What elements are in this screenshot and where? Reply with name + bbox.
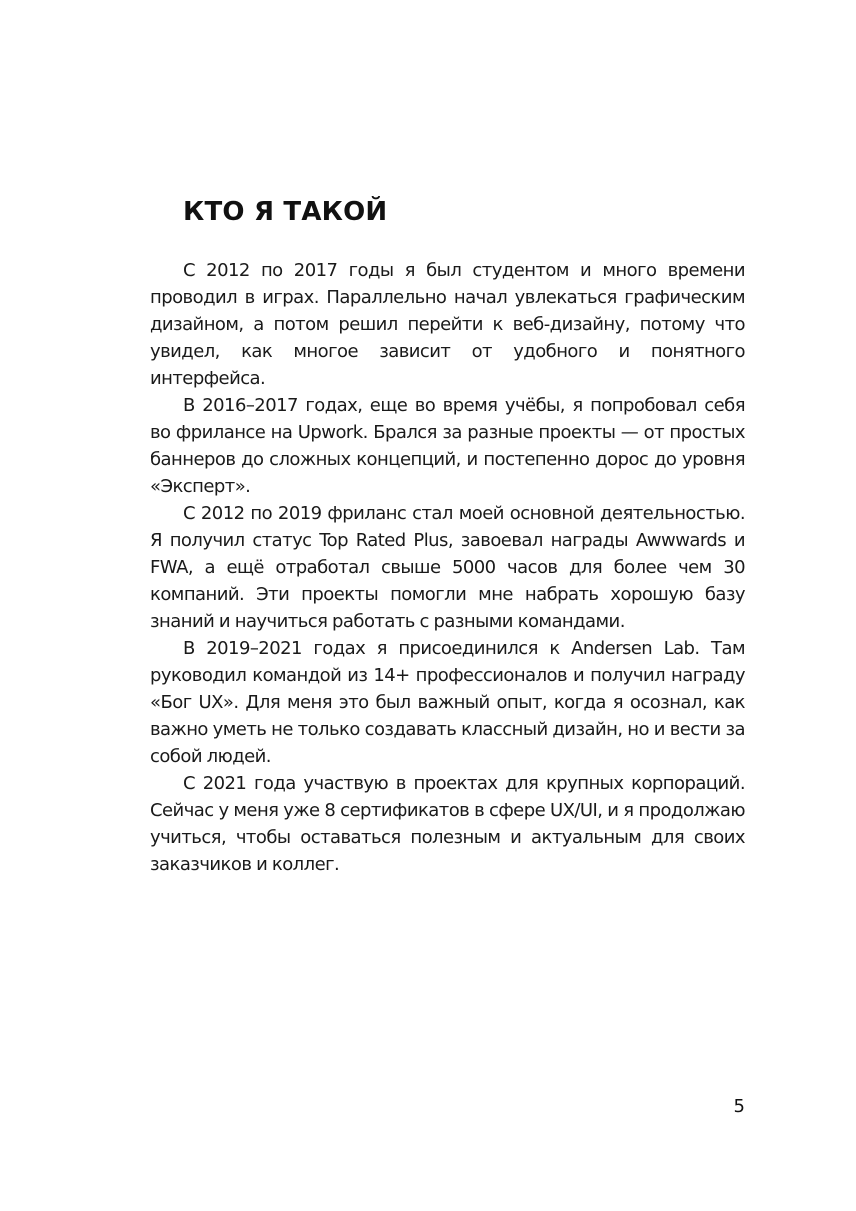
paragraph-1: С 2012 по 2017 годы я был студентом и много времени проводил в играх. Параллельно начал увлекаться графическим дизайном, а потом решил перейти к веб-дизайну, потому что увидел, как многое зависит от удобного и понятного интерфейса. — [150, 260, 745, 389]
paragraph-3: С 2012 по 2019 фриланс стал моей основной деятельностью. Я получил статус Top Rated Plus, завоевал награды Awwwards и FWA, а ещё отработал свыше 5000 часов для более чем 30 компаний. Эти проекты помогли мне набрать хорошую базу знаний и научиться работать с разными командами. — [150, 503, 745, 632]
page-number: 5 — [733, 1096, 745, 1117]
paragraph-2: В 2016–2017 годах, еще во время учёбы, я попробовал себя во фрилансе на Upwork. Брался за разные проекты — от простых баннеров до сложных концепций, и постепенно дорос до уровня «Эксперт». — [150, 395, 745, 497]
paragraph-5: С 2021 года участвую в проектах для крупных корпораций. Сейчас у меня уже 8 сертификатов в сфере UX/UI, и я продолжаю учиться, чтобы оставаться полезным и актуальным для своих заказчиков и коллег. — [150, 773, 745, 875]
paragraph-4: В 2019–2021 годах я присоединился к Andersen Lab. Там руководил командой из 14+ профессионалов и получил награду «Бог UX». Для меня это был важный опыт, когда я осознал, как важно уметь не только создавать классный дизайн, но и вести за собой людей. — [150, 638, 745, 767]
body-text — [150, 257, 745, 878]
chapter-heading: КТО Я ТАКОЙ — [183, 197, 388, 227]
